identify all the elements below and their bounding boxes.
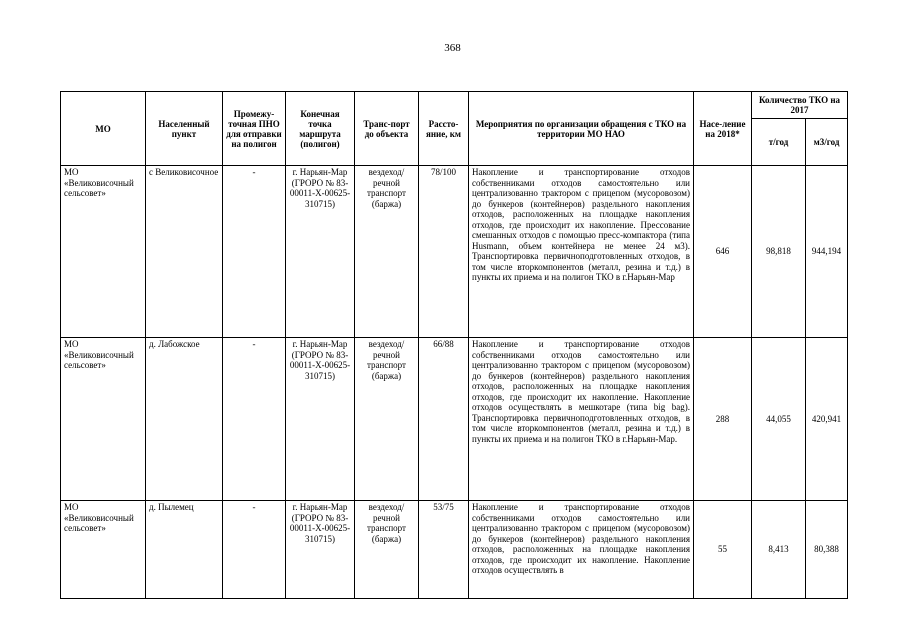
header-distance: Рассто-яние, км xyxy=(419,92,469,166)
page-number: 368 xyxy=(444,42,461,54)
table-row xyxy=(61,166,848,338)
cell-population: 646 xyxy=(694,166,752,338)
header-tons: т/год xyxy=(752,119,806,166)
header-tko-group: Количество ТКО на 2017 xyxy=(752,92,848,119)
cell-m3: 420,941 xyxy=(806,338,848,501)
table-row xyxy=(61,501,848,599)
cell-endpoint: г. Нарьян-Мар (ГРОРО № 83-00011-Х-00625-310715) xyxy=(286,338,355,501)
cell-settlement: д. Лабожское xyxy=(146,338,223,501)
cell-tons: 44,055 xyxy=(752,338,806,501)
cell-measures: Накопление и транспортирование отходов собственниками отходов самостоятельно или централизованно трактором с прицепом (мусоровозом) до бункеров (контейнеров) раздельного накопления отходов, расположенных на площадке накопления отходов, где происходит их накопление. Прессование смешанных отходов с помощью пресс-компактора (типа Husmann, объем контейнера не менее 24 м3). Транспортировка первичноподготовленных отходов, в том числе вторкомпонентов (металл, резина и т.д.) в пункты их приема и на полигон ТКО в г.Нарьян-Мар xyxy=(469,166,694,338)
cell-population: 55 xyxy=(694,501,752,599)
cell-tons: 8,413 xyxy=(752,501,806,599)
header-population: Насе-ление на 2018* xyxy=(694,92,752,166)
cell-mo: МО «Великовисочный сельсовет» xyxy=(61,501,146,599)
cell-endpoint: г. Нарьян-Мар (ГРОРО № 83-00011-Х-00625-310715) xyxy=(286,501,355,599)
cell-intermediate: - xyxy=(223,166,286,338)
cell-m3: 80,388 xyxy=(806,501,848,599)
cell-transport: вездеход/ речной транспорт (баржа) xyxy=(355,338,419,501)
tko-table xyxy=(60,91,848,599)
cell-distance: 53/75 xyxy=(419,501,469,599)
cell-intermediate: - xyxy=(223,501,286,599)
header-measures: Мероприятия по организации обращения с ТКО на территории МО НАО xyxy=(469,92,694,166)
cell-distance: 78/100 xyxy=(419,166,469,338)
cell-transport: вездеход/ речной транспорт (баржа) xyxy=(355,166,419,338)
header-settlement: Населенный пункт xyxy=(146,92,223,166)
cell-intermediate: - xyxy=(223,338,286,501)
header-endpoint: Конечная точка маршрута (полигон) xyxy=(286,92,355,166)
header-intermediate: Промежу-точная ПНО для отправки на полигон xyxy=(223,92,286,166)
header-mo: МО xyxy=(61,92,146,166)
table-row xyxy=(61,338,848,501)
cell-endpoint: г. Нарьян-Мар (ГРОРО № 83-00011-Х-00625-310715) xyxy=(286,166,355,338)
header-transport: Транс-порт до объекта xyxy=(355,92,419,166)
cell-m3: 944,194 xyxy=(806,166,848,338)
cell-settlement: д. Пылемец xyxy=(146,501,223,599)
cell-settlement: с Великовисочное xyxy=(146,166,223,338)
cell-mo: МО «Великовисочный сельсовет» xyxy=(61,338,146,501)
cell-population: 288 xyxy=(694,338,752,501)
cell-distance: 66/88 xyxy=(419,338,469,501)
cell-transport: вездеход/ речной транспорт (баржа) xyxy=(355,501,419,599)
cell-measures: Накопление и транспортирование отходов собственниками отходов самостоятельно или централизованно трактором с прицепом (мусоровозом) до бункеров (контейнеров) раздельного накопления отходов, расположенных на площадке накопления отходов, где происходит их накопление. Накопление отходов осуществлять в xyxy=(469,501,694,599)
cell-tons: 98,818 xyxy=(752,166,806,338)
cell-measures: Накопление и транспортирование отходов собственниками отходов самостоятельно или централизованно трактором с прицепом (мусоровозом) до бункеров (контейнеров) раздельного накопления отходов, расположенных на площадке накопления отходов, где происходит их накопление. Накопление отходов осуществлять в мешкотаре (типа big bag). Транспортировка первичноподготовленных отходов, в том числе вторкомпонентов (металл, резина и т.д.) в пункты их приема и на полигон ТКО в г.Нарьян-Мар. xyxy=(469,338,694,501)
header-m3: м3/год xyxy=(806,119,848,166)
cell-mo: МО «Великовисочный сельсовет» xyxy=(61,166,146,338)
